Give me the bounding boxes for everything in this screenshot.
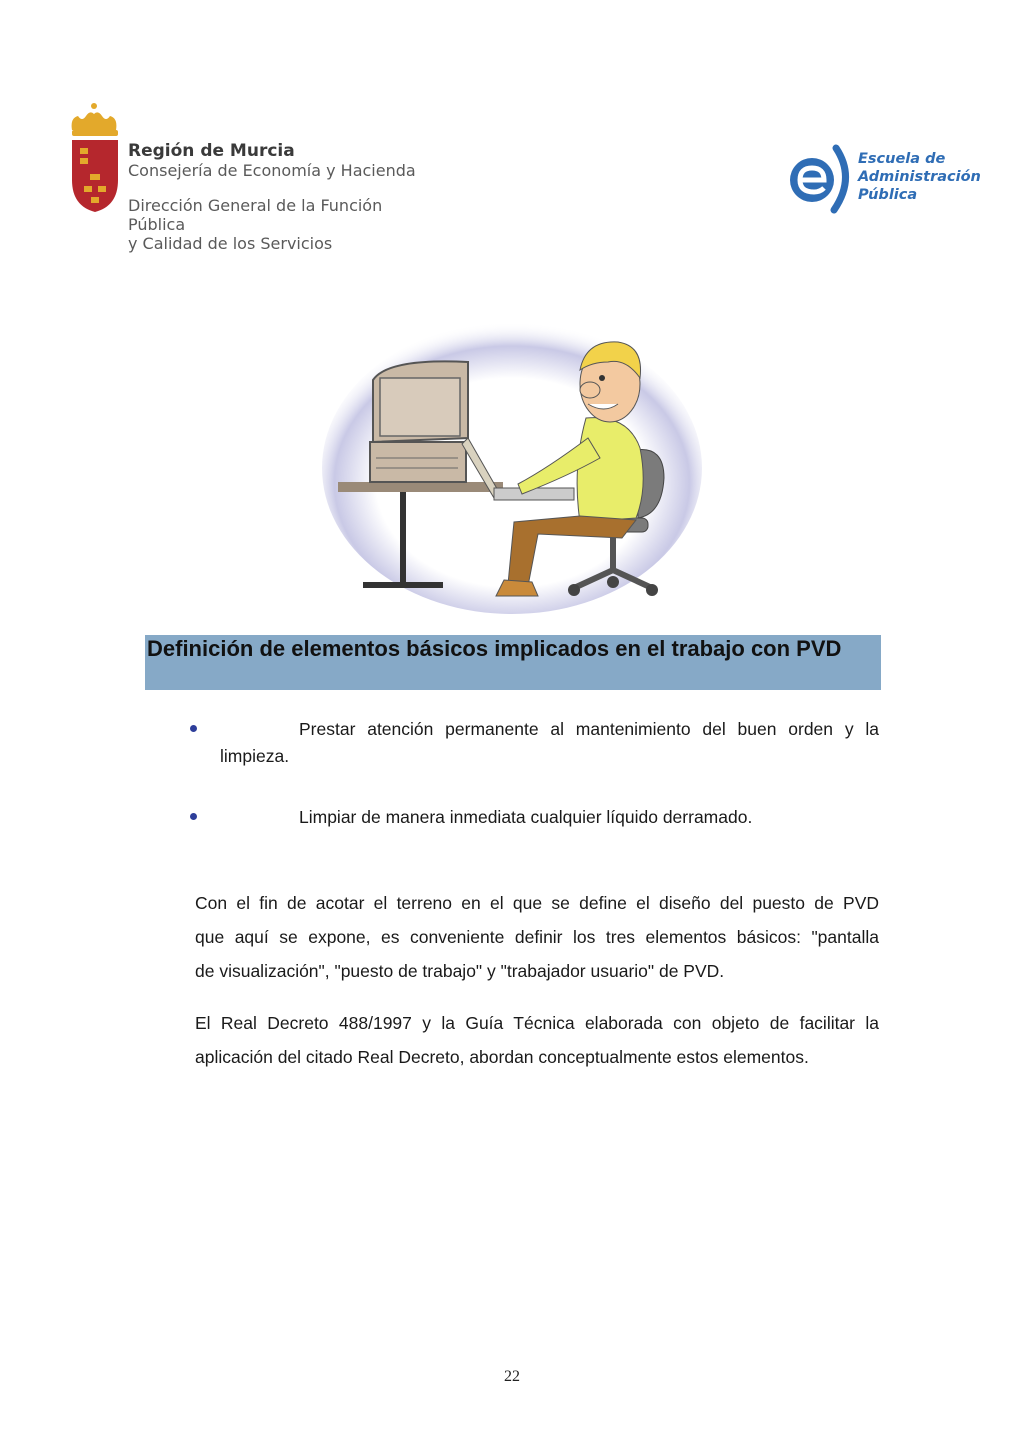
bullet-2-line-1: Limpiar de manera inmediata cualquier líquido derramado. [299, 807, 753, 827]
bullet-icon [190, 813, 197, 820]
section-heading: Definición de elementos básicos implicados en el trabajo con PVD [145, 635, 881, 690]
escuela-line2: Administración [858, 169, 981, 185]
murcia-crest-icon [66, 100, 126, 215]
escuela-e-mark-icon [786, 142, 856, 214]
bullet-1-line-1: Prestar atención permanente al mantenimiento del buen orden y la [299, 719, 879, 739]
region-title: Región de Murcia [128, 141, 295, 161]
calidad-text: y Calidad de los Servicios [128, 234, 333, 253]
bullet-1-line-2: limpieza. [220, 746, 290, 766]
direccion-text: Dirección General de la Función Pública [128, 196, 383, 234]
page-number: 22 [504, 1368, 520, 1385]
consejeria-text: Consejería de Economía y Hacienda [128, 161, 416, 180]
escuela-line1: Escuela de [858, 151, 946, 167]
paragraph-2-line-2: aplicación del citado Real Decreto, abordan conceptualmente estos elementos. [195, 1047, 809, 1067]
bullet-icon [190, 725, 197, 732]
region-murcia-logo [66, 100, 426, 253]
paragraph-2-line-1: El Real Decreto 488/1997 y la Guía Técnica elaborada con objeto de facilitar la [195, 1013, 879, 1033]
paragraph-1-line-3: de visualización", "puesto de trabajo" y "trabajador usuario" de PVD. [195, 961, 725, 981]
paragraph-1-line-1: Con el fin de acotar el terreno en el que se define el diseño del puesto de PVD [195, 893, 879, 913]
escuela-line3: Pública [858, 187, 918, 203]
escuela-logo [786, 142, 981, 214]
person-at-computer-illustration [318, 318, 706, 618]
paragraph-1-line-2: que aquí se expone, es conveniente definir los tres elementos básicos: "pantalla [195, 927, 879, 947]
